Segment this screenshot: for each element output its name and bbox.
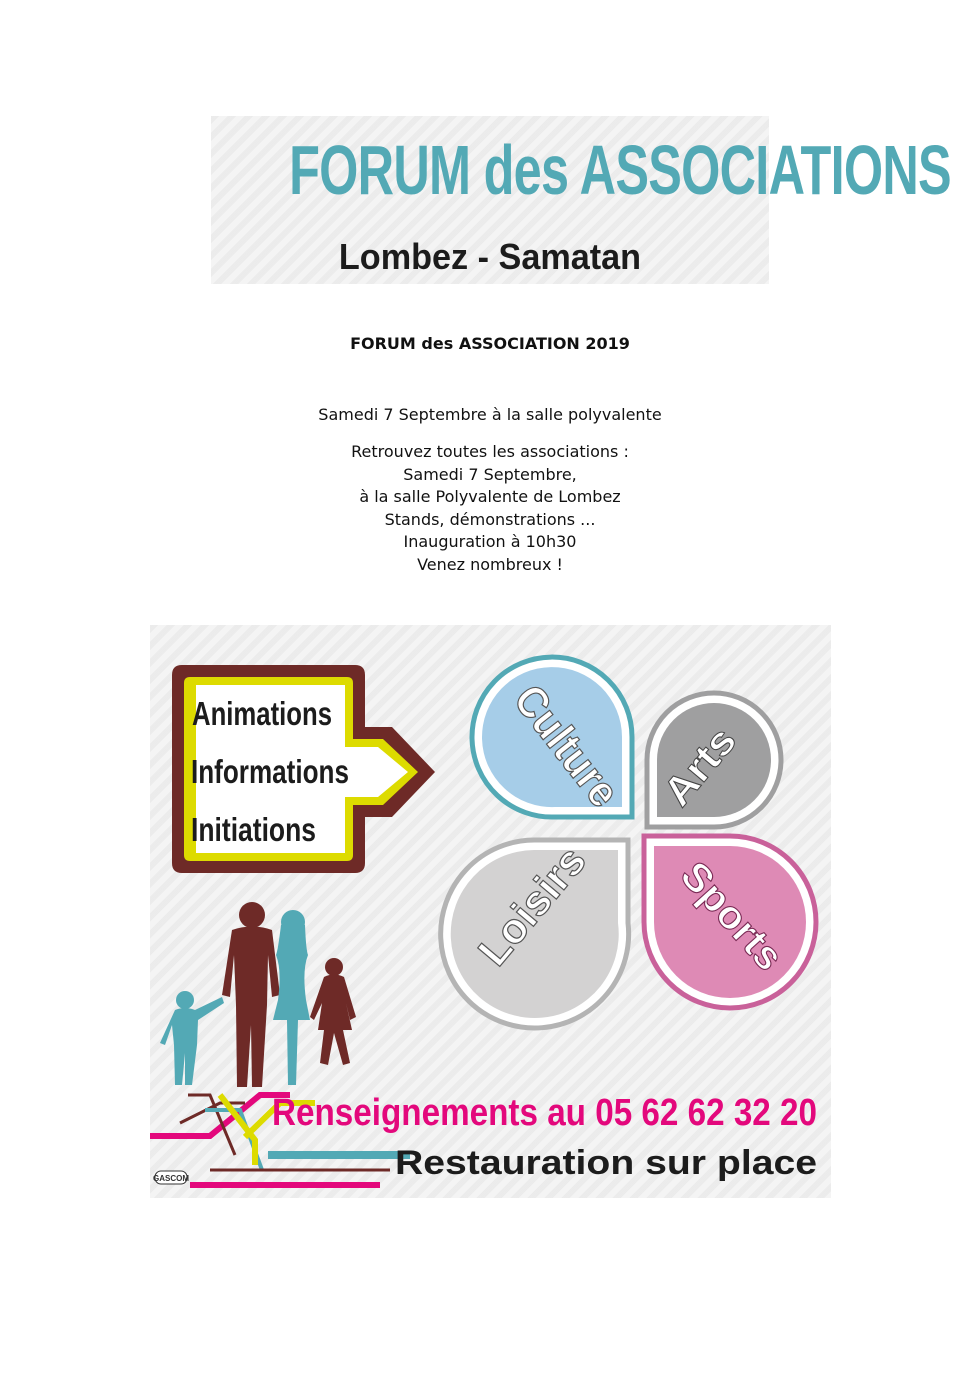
banner-title: FORUM des ASSOCIATIONS — [289, 131, 951, 209]
banner-subtitle: Lombez - Samatan — [338, 236, 642, 277]
gascom-logo — [153, 1171, 189, 1184]
details-line: Inauguration à 10h30 — [403, 532, 577, 551]
event-details — [0, 441, 980, 576]
logo-text: GASCOM — [153, 1174, 189, 1183]
catering-note: Restauration sur place — [395, 1144, 817, 1182]
sports-label: Sports — [671, 853, 790, 977]
arts-petal — [647, 693, 781, 827]
arts-label: Arts — [654, 724, 741, 815]
document-heading: FORUM des ASSOCIATION 2019 — [350, 334, 630, 353]
event-poster — [150, 625, 831, 1198]
loisirs-label: Loisirs — [468, 838, 594, 975]
activity-initiations: Initiations — [191, 811, 316, 848]
details-line: Retrouvez toutes les associations : — [351, 442, 629, 461]
details-line: Stands, démonstrations ... — [384, 509, 596, 529]
activities-sign — [172, 665, 435, 873]
details-line: Samedi 7 Septembre, — [403, 464, 577, 484]
details-line: à la salle Polyvalente de Lombez — [359, 487, 621, 506]
contact-phone: Renseignements au 05 62 62 32 20 — [272, 1092, 817, 1134]
activity-animations: Animations — [192, 695, 332, 732]
header-banner — [211, 116, 951, 284]
family-silhouette-icon — [160, 902, 356, 1087]
culture-label: Culture — [504, 675, 638, 828]
details-line: Venez nombreux ! — [417, 554, 563, 574]
sports-petal — [644, 836, 816, 1008]
event-date-line: Samedi 7 Septembre à la salle polyvalente — [318, 405, 662, 424]
loisirs-petal — [441, 837, 629, 1028]
culture-petal — [472, 657, 638, 828]
activity-informations: Informations — [191, 753, 349, 790]
